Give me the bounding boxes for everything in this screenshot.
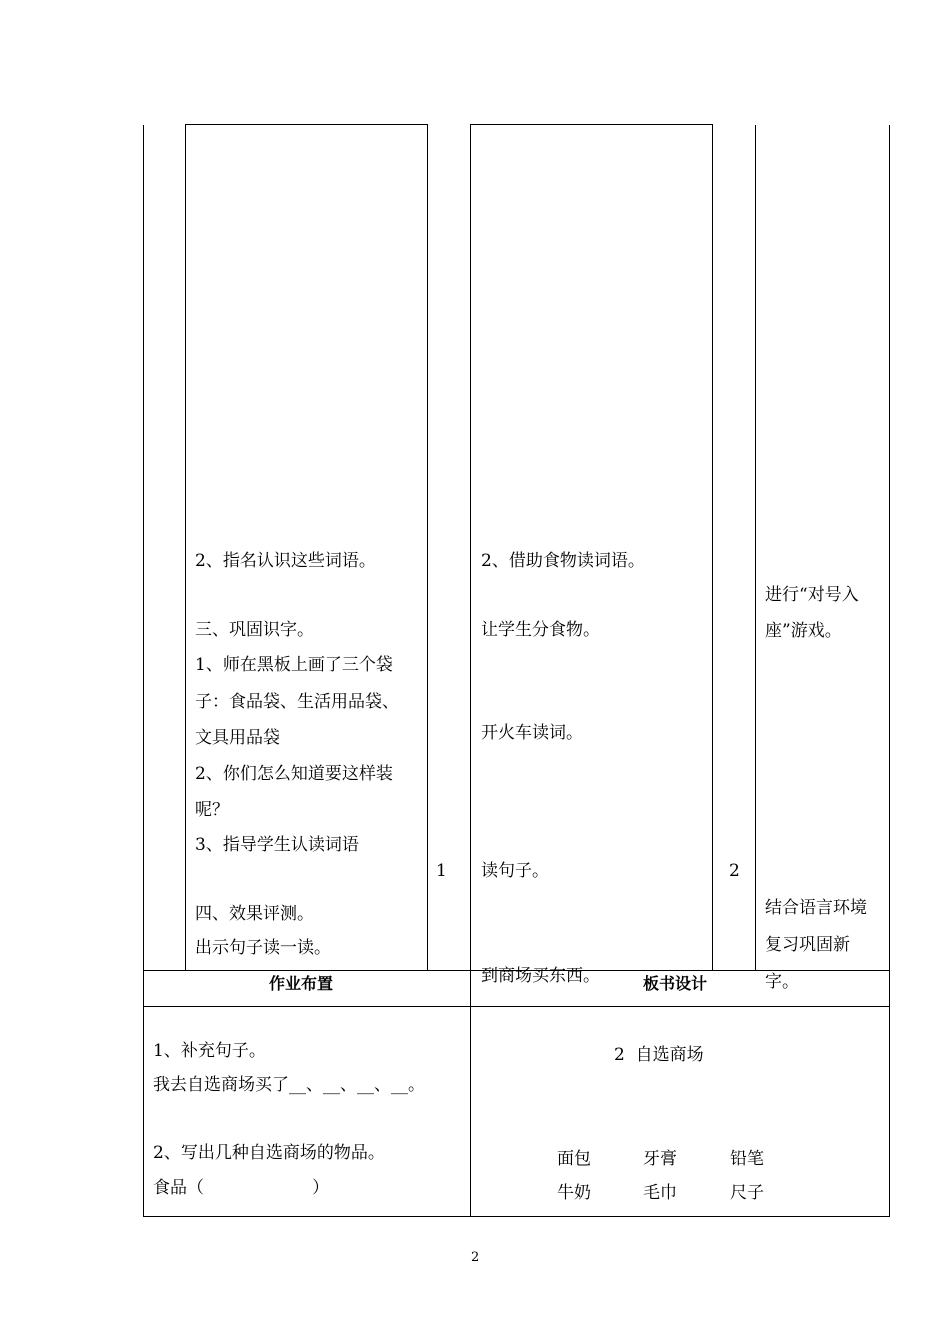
board-word: 面包 xyxy=(557,1149,591,1169)
divider-student-right xyxy=(712,125,713,971)
teacher-line: 三、巩固识字。 xyxy=(195,620,314,640)
notes-line: 结合语言环境 xyxy=(765,898,867,918)
teacher-line: 3、指导学生认读词语 xyxy=(195,835,359,855)
divider-teacher-left xyxy=(185,125,186,971)
notes-line: 字。 xyxy=(765,972,799,992)
row-divider-header-bottom xyxy=(143,1006,890,1007)
student-line: 让学生分食物。 xyxy=(481,620,600,640)
teacher-line: 四、效果评测。 xyxy=(195,904,314,924)
homework-line: 食品（ ） xyxy=(153,1178,330,1198)
student-line: 到商场买东西。 xyxy=(481,966,600,986)
student-line: 2、借助食物读词语。 xyxy=(481,551,645,571)
homework-header: 作业布置 xyxy=(269,974,334,993)
teacher-time: 1 xyxy=(436,861,447,881)
teacher-line: 出示句子读一读。 xyxy=(195,938,331,958)
table-border-right xyxy=(889,125,890,1217)
top-border-student-box xyxy=(470,124,713,125)
top-border-teacher-box xyxy=(185,124,428,125)
divider-teacher-right xyxy=(427,125,428,971)
board-word: 铅笔 xyxy=(730,1149,764,1169)
divider-student-left xyxy=(470,125,471,1217)
homework-line: 我去自选商场买了__、__、__、__。 xyxy=(153,1075,425,1095)
student-line: 读句子。 xyxy=(481,861,549,881)
board-word: 毛巾 xyxy=(643,1183,677,1203)
homework-line: 2、写出几种自选商场的物品。 xyxy=(153,1143,385,1163)
teacher-line: 2、你们怎么知道要这样装 xyxy=(195,764,393,784)
page-number: 2 xyxy=(471,1250,480,1265)
table-border-bottom xyxy=(143,1216,890,1217)
student-time: 2 xyxy=(729,861,740,881)
teacher-line: 子：食品袋、生活用品袋、 xyxy=(195,692,399,712)
homework-line: 1、补充句子。 xyxy=(153,1041,266,1061)
teacher-line: 1、师在黑板上画了三个袋 xyxy=(195,655,393,675)
board-word: 尺子 xyxy=(730,1183,764,1203)
board-title: 2 自选商场 xyxy=(614,1045,704,1065)
divider-notes-left xyxy=(755,125,756,971)
student-line: 开火车读词。 xyxy=(481,723,583,743)
notes-line: 进行“对号入 xyxy=(765,585,859,605)
board-word: 牙膏 xyxy=(643,1149,677,1169)
notes-line: 座”游戏。 xyxy=(765,621,842,641)
teacher-line: 2、指名认识这些词语。 xyxy=(195,551,376,571)
teacher-line: 文具用品袋 xyxy=(195,728,280,748)
table-border-left xyxy=(143,125,144,1217)
teacher-line: 呢？ xyxy=(195,800,229,820)
board-word: 牛奶 xyxy=(557,1183,591,1203)
notes-line: 复习巩固新 xyxy=(765,935,850,955)
board-design-header: 板书设计 xyxy=(643,974,708,993)
